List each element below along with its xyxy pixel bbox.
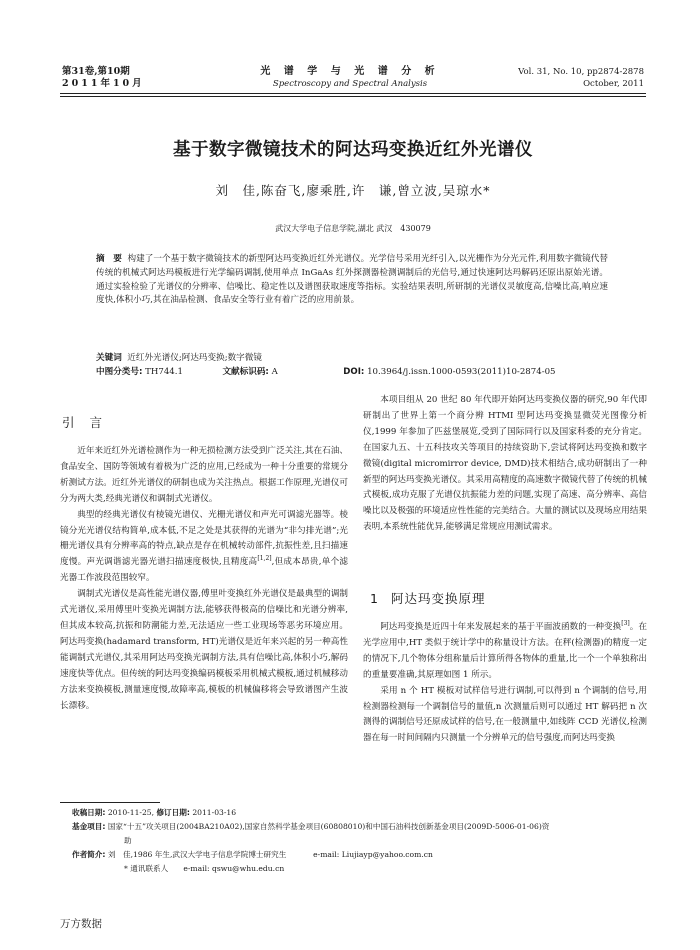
left-column [60, 444, 348, 714]
volume-issue-cn: 第31卷,第10期 [62, 66, 130, 77]
intro-paragraph-1: 近年来近红外光谱检测作为一种无损检测方法受到广泛关注,其在石油、食品安全、国防等领域有着极为广泛的应用,已经成为一种十分重要的常规分析测试方法。近红外光谱仪的研制也成为关注热点。根据工作原理,光谱仪可分为两大类,经典光谱仪和调制式光谱仪。 [60, 446, 348, 504]
volume-issue-en: Vol. 31, No. 10, pp2874-2878 [518, 67, 644, 77]
received-date: 2010-11-25, [107, 808, 155, 817]
journal-name-en: Spectroscopy and Spectral Analysis [272, 79, 428, 89]
revised-date: 2011-03-16 [192, 808, 237, 817]
author-email: e-mail: Liujiayp@yahoo.com.cn [313, 850, 433, 859]
classification-line [96, 365, 636, 379]
right-column-bottom [363, 620, 647, 747]
right-column-top [363, 393, 647, 536]
citation-ref: [1,2] [257, 555, 272, 563]
paper-title: 基于数字微镜技术的阿达玛变换近红外光谱仪 [173, 140, 533, 160]
fund-text: 国家“十五”攻关项目(2004BA210A02),国家自然科学基金项目(60808010)和中国石油科技创新基金项目(2009D-5006-01-06)资 [107, 822, 550, 831]
intro-paragraph-2-text: 典型的经典光谱仪有棱镜光谱仪、光栅光谱仪和声光可调滤光器等。棱镜分光光谱仪结构简单,成本低,不足之处是其获得的光谱为“非匀排光谱”;光栅光谱仪具有分辨率高的特点,缺点是存在机械转动部件,抗振性差,且扫描速度慢。声光调谐滤光器光谱扫描速度极快,且精度高 [60, 509, 348, 568]
affiliation: 武汉大学电子信息学院,湖北 武汉 430079 [275, 224, 431, 233]
dates-line [72, 806, 672, 820]
section-1-paragraph-2: 采用 n 个 HT 模板对试样信号进行调制,可以得到 n 个调制的信号,用检测器检测每一个调制信号的量值,n 次测量后则可以通过 HT 解码把 n 次测得的调制信号还原成试样的信号,在一般测量中,如线阵 CCD 光谱仪,检测器在每一时间间隔内只测量一个分辨单元的信号强度,而阿达玛变换 [363, 685, 647, 744]
author-list: 刘 佳,陈奋飞,廖乘胜,许 谦,曾立波,吴琼水* [215, 183, 491, 198]
abstract-text: 构建了一个基于数字微镜技术的新型阿达玛变换近红外光谱仪。光学信号采用光纤引入,以光栅作为分光元件,利用数字微镜代替传统的机械式阿达玛模板进行光学编码调制,使用单点 InGaAs 红外探测器检测调制后的光信号,通过快速阿达玛解码还原出原始光谱。通过实验检验了光谱仪的分辨率、信噪比、稳定性以及谱图获取速度等指标。实验结果表明,所研制的光谱仪灵敏度高,信噪比高,响应速度快,体积小巧,其在油品检测、食品安全等行业有着广泛的应用前景。 [96, 254, 609, 306]
clc-value: TH744.1 [145, 367, 183, 377]
header-rule-thin [60, 96, 646, 97]
author-bio: 刘 佳,1986 年生,武汉大学电子信息学院博士研究生 [107, 850, 287, 859]
clc-label: 中图分类号: [96, 367, 143, 377]
keywords-label: 关键词 [96, 353, 122, 363]
running-header-right [518, 66, 644, 90]
citation-ref: [3] [621, 620, 630, 628]
section-1-heading [370, 589, 485, 607]
corresponding-author: * 通讯联系人 e-mail: qswu@whu.edu.cn [124, 864, 285, 873]
date-cn: 2011年10月 [62, 78, 145, 89]
intro-paragraph-3: 调制式光谱仪是高性能光谱仪器,傅里叶变换红外光谱仪是最典型的调制式光谱仪,采用傅里叶变换光调制方法,能够获得极高的信噪比和光谱分辨率,但其成本较高,抗振和防潮能力差,无法适应一些工业现场等恶劣环境应用。阿达玛变换(hadamard transform, HT)光谱仪是近年来兴起的另一种高性能调制式光谱仪,其采用阿达玛变换光调制方法,具有信噪比高,体积小巧,解码速度快等优点。但传统的阿达玛变换编码模板采用机械式模板,通过机械移动方法来变换模板,测量速度慢,故障率高,模板的机械偏移将会导致谱图产生波长漂移。 [60, 589, 348, 711]
footnotes [72, 806, 672, 876]
abstract [96, 253, 608, 308]
fund-label: 基金项目: [72, 822, 106, 831]
section-1-title: 阿达玛变换原理 [390, 591, 486, 606]
doi-value: 10.3964/j.issn.1000-0593(2011)10-2874-05 [367, 367, 556, 377]
keywords [96, 351, 616, 365]
section-1-paragraph-1 [363, 620, 647, 684]
date-en: October, 2011 [583, 79, 644, 89]
header-rule [60, 93, 646, 94]
section-1-paragraph-1-text: 阿达玛变换是近四十年来发展起来的基于平面波函数的一种变换 [380, 622, 622, 632]
doc-code-value: A [271, 367, 278, 377]
doc-code-label: 文献标识码: [222, 367, 269, 377]
intro-heading-char1: 引 [62, 415, 76, 430]
fund-line-2: 助 [124, 836, 132, 845]
intro-heading-char2: 言 [89, 415, 104, 430]
right-paragraph-1: 本项目组从 20 世纪 80 年代即开始阿达玛变换仪器的研究,90 年代即研制出了世界上第一个商分辨 HTMI 型阿达玛变换显微荧光图像分析仪,1999 年参加了匹兹堡展览,受到了国际同行以及国家科委的充分肯定。在国家九五、十五科技攻关等项目的持续资助下,尝试将阿达玛变换和数字微镜(digital micromirror device, DMD)技术相结合,成功研制出了一种新型的阿达玛变换光谱仪。其采用高精度的高速数字微镜代替了传统的机械式模板,成功克服了光谱仪抗振能力差的问题,实现了高速、高分辨率、高信噪比以及极强的环境适应性性能的完美结合。大量的测试以及现场应用结果表明,本系统性能优异,能够满足常规应用测试需求。 [363, 395, 647, 533]
intro-heading [62, 413, 103, 431]
received-label: 收稿日期: [72, 808, 106, 817]
intro-paragraph-2-tail: ,但成本昂贵,单个滤光器工作波段范围较窄。 [60, 557, 349, 584]
running-header-center [250, 66, 450, 90]
fund-line [72, 820, 672, 834]
intro-paragraph-2 [60, 508, 348, 588]
section-1-paragraph-1-tail: 。在光学应用中,HT 类似于统计学中的称量设计方法。在秤(检测器)的精度一定的情况下,几个物体分组称量后计算所得各物体的重量,比一个一个单独称出的重量要准确,其原理如图 1 所示。 [363, 622, 647, 680]
author-bio-label: 作者简介: [72, 850, 106, 859]
section-1-number: 1 [370, 591, 379, 606]
watermark-text: 万方数据 [60, 918, 102, 930]
revised-label: 修订日期: [156, 808, 190, 817]
author-bio-line [72, 848, 672, 862]
running-header-left [62, 66, 145, 90]
keywords-text: 近红外光谱仪;阿达玛变换;数字微镜 [127, 353, 262, 363]
doi-label: DOI: [343, 367, 365, 377]
journal-name-cn: 光 谱 学 与 光 谱 分 析 [260, 66, 440, 77]
abstract-label: 摘 要 [96, 254, 122, 264]
footnote-rule [60, 802, 160, 803]
